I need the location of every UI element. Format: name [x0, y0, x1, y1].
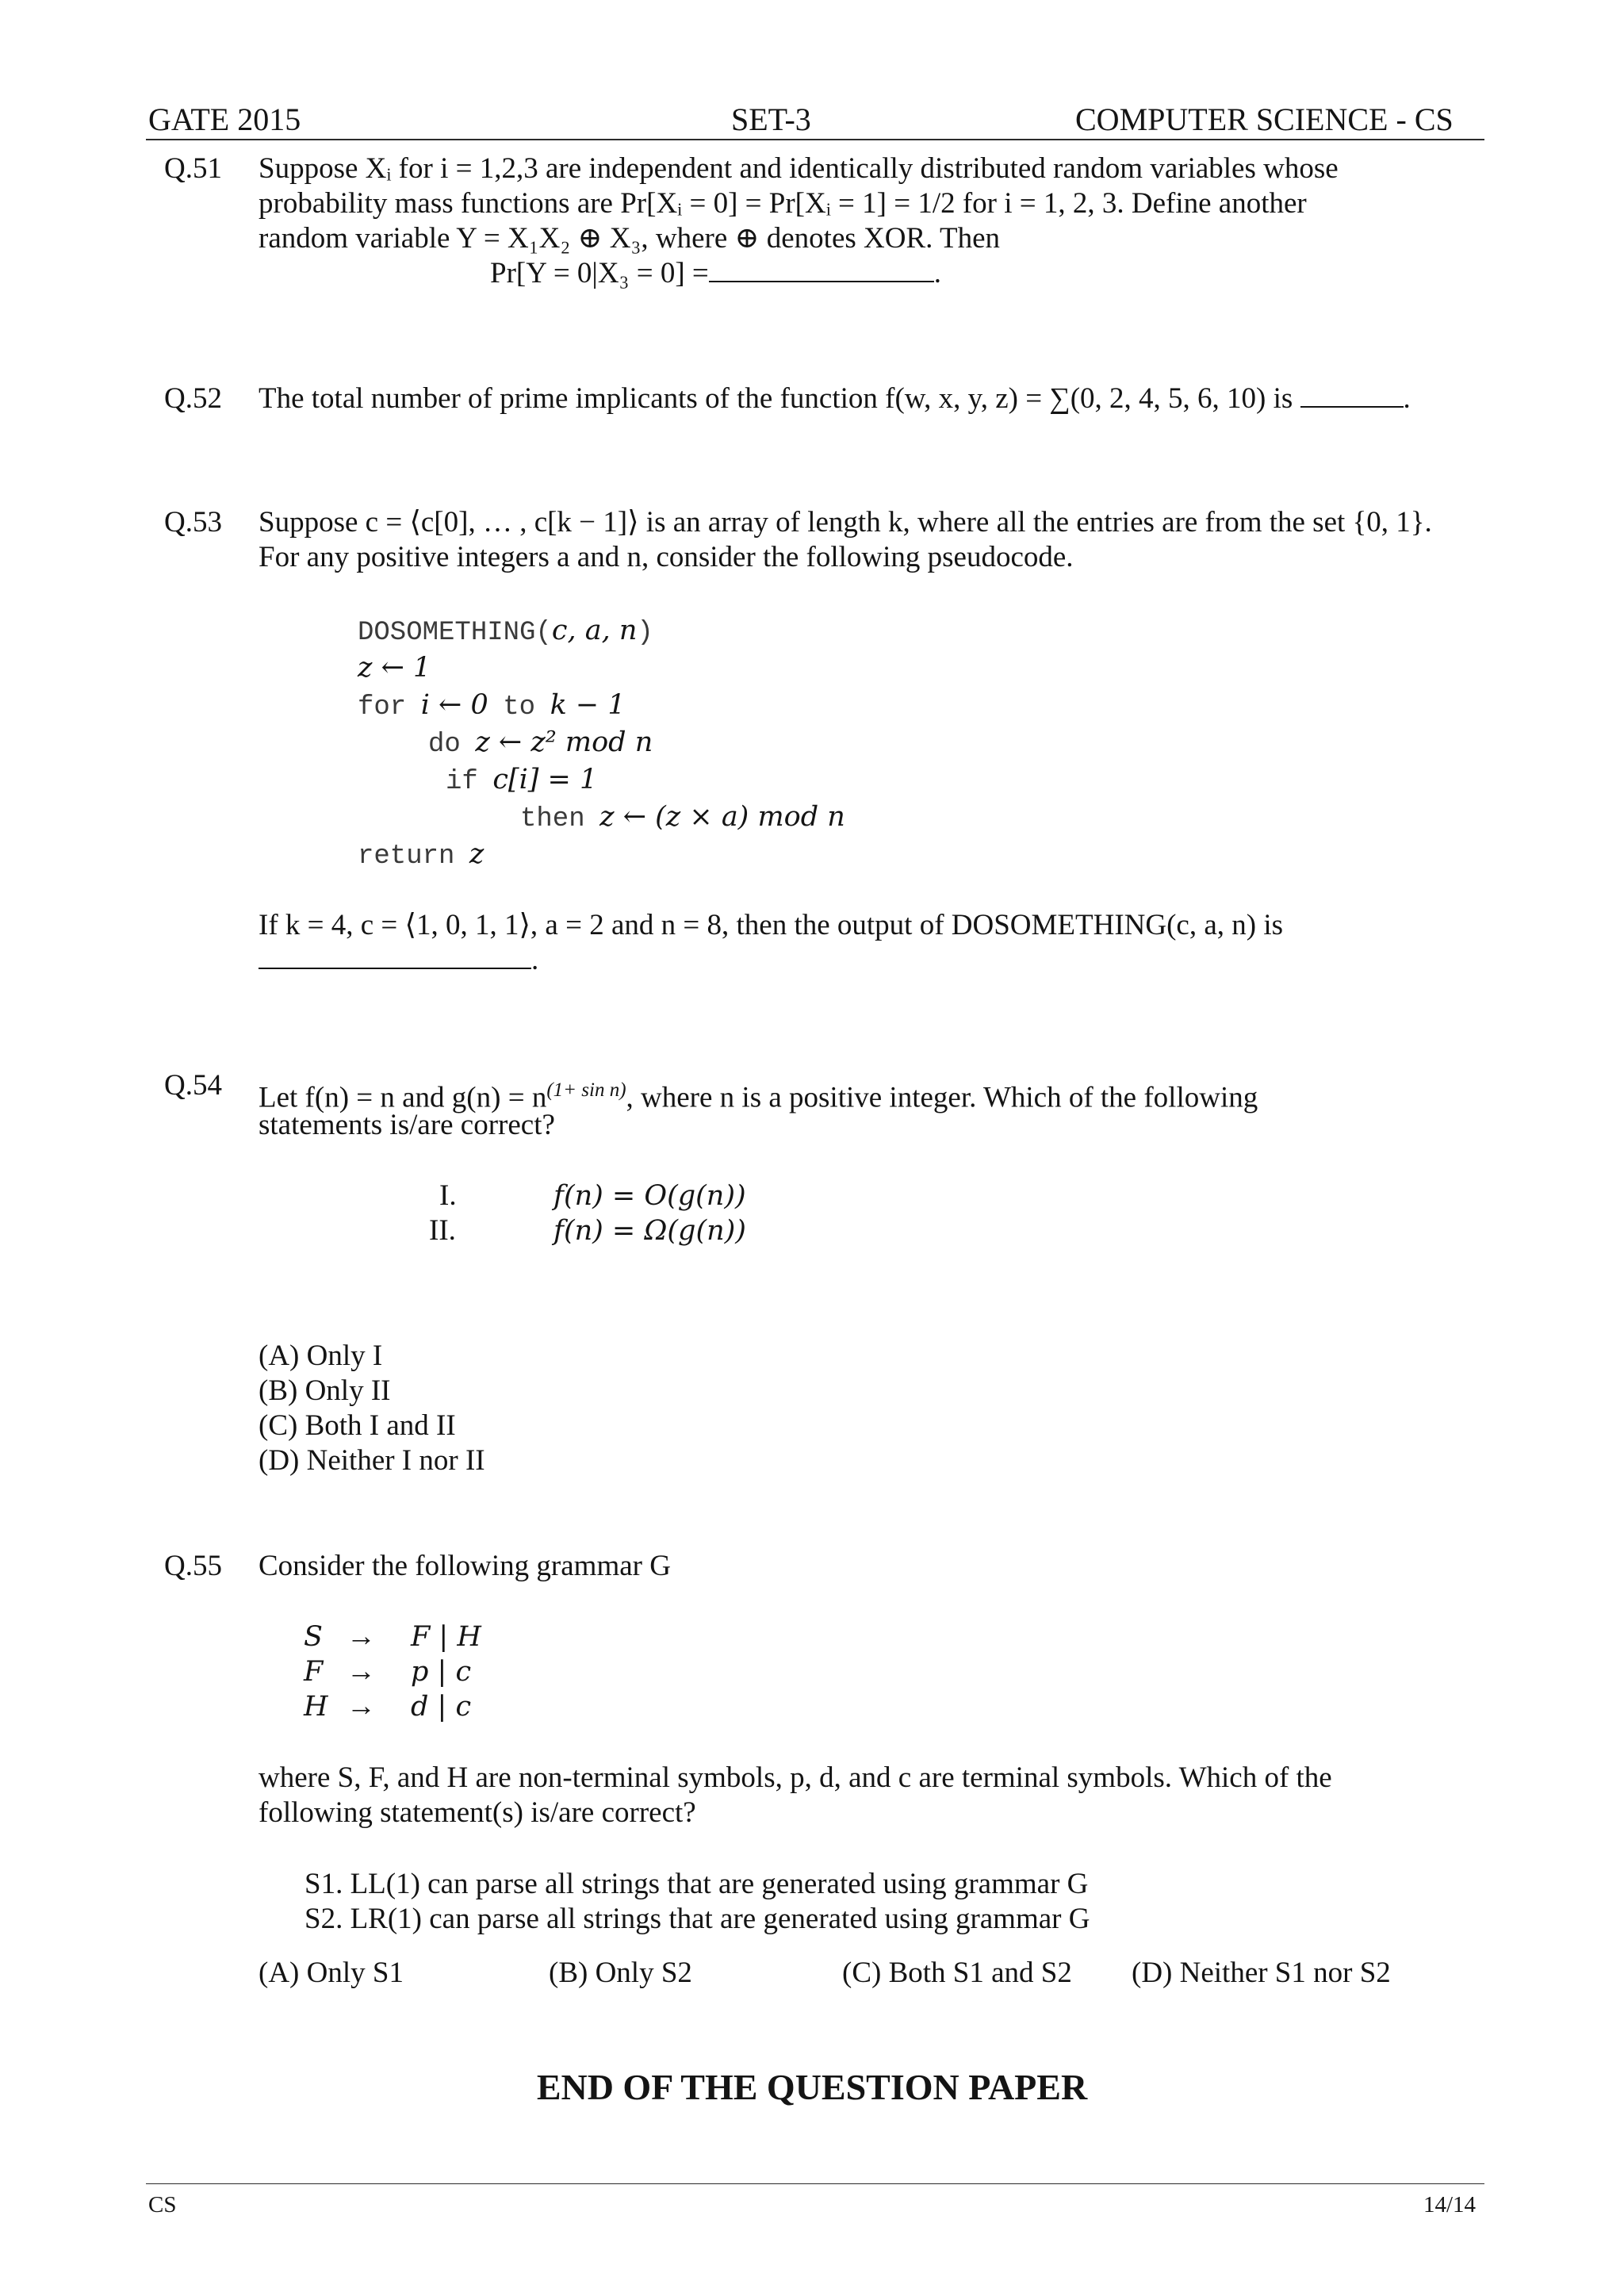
grammar-rule-3-rhs: d | c	[411, 1691, 472, 1723]
q52-answer-blank	[1300, 382, 1404, 408]
grammar-rule-1-lhs: S	[304, 1621, 323, 1653]
q55-statement-s1: S1. LL(1) can parse all strings that are generated using grammar G	[304, 1868, 1089, 1900]
q53-answer-blank	[259, 944, 531, 969]
pseudocode-return-keyword: return	[358, 841, 455, 872]
q55-statement-s2: S2. LR(1) can parse all strings that are generated using grammar G	[304, 1903, 1090, 1935]
pseudocode-line1	[358, 613, 653, 650]
pseudocode-do-keyword: do	[428, 730, 461, 760]
q53-line3: If k = 4, c = ⟨1, 0, 1, 1⟩, a = 2 and n = 8, then the output of DOSOMETHING(c, a, n) is	[259, 909, 1284, 941]
q54-option-b[interactable]: (B) Only II	[259, 1374, 391, 1407]
pseudocode-paren: )	[637, 618, 653, 648]
grammar-rule-1-rhs: F | H	[411, 1621, 481, 1653]
pseudocode-return-value: z	[469, 838, 485, 870]
footer-subject-code: CS	[148, 2192, 177, 2217]
footer-page-number: 14/14	[1423, 2192, 1477, 2217]
q54-option-c[interactable]: (C) Both I and II	[259, 1409, 456, 1442]
q51-period: .	[933, 257, 942, 289]
pseudocode-then-keyword: then	[520, 804, 585, 834]
q51-line2: probability mass functions are Pr[Xᵢ = 0] = Pr[Xᵢ = 1] = 1/2 for i = 1, 2, 3. Define another	[259, 187, 1307, 220]
q53-period: .	[531, 944, 539, 976]
question-number-53: Q.53	[164, 506, 222, 539]
question-number-52: Q.52	[164, 382, 222, 415]
q55-option-a[interactable]: (A) Only S1	[259, 1957, 404, 1989]
pseudocode-do-expr: z ← z² mod n	[475, 726, 653, 758]
q51-line3: random variable Y = X₁X₂ ⊕ X₃, where ⊕ denotes XOR. Then	[259, 222, 1001, 255]
q54-statement-1-label: I.	[439, 1179, 457, 1212]
grammar-rule-3-lhs: H	[304, 1691, 328, 1723]
question-number-54: Q.54	[164, 1069, 222, 1102]
q54-option-a[interactable]: (A) Only I	[259, 1340, 383, 1372]
pseudocode-function-name: DOSOMETHING(	[358, 618, 552, 648]
q51-line1: Suppose Xᵢ for i = 1,2,3 are independent and identically distributed random variables whose	[259, 152, 1339, 185]
end-of-paper-heading: END OF THE QUESTION PAPER	[536, 2067, 1088, 2107]
pseudocode-line5	[446, 762, 597, 799]
q54-statement-2: f(n) = Ω(g(n))	[553, 1215, 746, 1247]
q53-answer-line	[259, 943, 538, 978]
q52-period: .	[1403, 382, 1411, 415]
pseudocode-for-init: i ← 0	[420, 689, 488, 721]
q53-line1: Suppose c = ⟨c[0], … , c[k − 1]⟩ is an array of length k, where all the entries are from the set {0, 1}.	[259, 506, 1432, 539]
pseudocode-args: c, a, n	[551, 615, 638, 646]
pseudocode-line2: z ← 1	[358, 652, 431, 684]
q55-option-b[interactable]: (B) Only S2	[549, 1957, 692, 1989]
pseudocode-then-expr: z ← (z × a) mod n	[599, 801, 845, 833]
grammar-rule-2-lhs: F	[304, 1656, 324, 1688]
q52-question-text: The total number of prime implicants of the function f(w, x, y, z) = ∑(0, 2, 4, 5, 6, 10) is	[259, 382, 1293, 415]
q55-option-c[interactable]: (C) Both S1 and S2	[842, 1957, 1072, 1989]
q54-statement-1: f(n) = O(g(n))	[553, 1180, 746, 1212]
question-number-51: Q.51	[164, 152, 222, 185]
header-subject: COMPUTER SCIENCE - CS	[1075, 102, 1454, 137]
question-number-55: Q.55	[164, 1550, 222, 1582]
q51-equation-text: Pr[Y = 0|X₃ = 0] =	[490, 257, 709, 289]
grammar-rule-2-arrow: →	[347, 1655, 376, 1688]
footer-rule	[146, 2183, 1484, 2184]
q55-line2: where S, F, and H are non-terminal symbols, p, d, and c are terminal symbols. Which of the	[259, 1761, 1332, 1794]
q55-option-d[interactable]: (D) Neither S1 nor S2	[1132, 1957, 1391, 1989]
pseudocode-to-keyword: to	[503, 692, 536, 723]
q55-line3: following statement(s) is/are correct?	[259, 1796, 696, 1829]
q51-equation	[490, 256, 941, 291]
q54-option-d[interactable]: (D) Neither I nor II	[259, 1444, 485, 1477]
q54-statement-2-label: II.	[429, 1214, 456, 1247]
pseudocode-line4	[428, 725, 653, 762]
q55-line1: Consider the following grammar G	[259, 1550, 671, 1582]
pseudocode-if-cond: c[i] = 1	[492, 764, 598, 795]
pseudocode-line3	[358, 688, 626, 725]
grammar-rule-3-arrow: →	[347, 1690, 376, 1723]
q51-answer-blank	[709, 257, 934, 282]
pseudocode-line6	[520, 799, 845, 837]
pseudocode-for-keyword: for	[358, 692, 407, 723]
q53-line2: For any positive integers a and n, consider the following pseudocode.	[259, 541, 1074, 573]
header-rule	[146, 139, 1484, 140]
grammar-rule-1-arrow: →	[347, 1620, 376, 1653]
q54-line1-end: , where n is a positive integer. Which of the following	[626, 1081, 1258, 1114]
q54-line1-start: Let f(n) = n and g(n) = n	[259, 1081, 547, 1114]
grammar-rule-2-rhs: p | c	[411, 1656, 472, 1688]
pseudocode-for-limit: k − 1	[550, 689, 626, 721]
header-set: SET-3	[731, 102, 811, 137]
pseudocode-line7	[358, 837, 484, 874]
pseudocode-if-keyword: if	[446, 767, 478, 797]
q52-text	[259, 381, 1411, 416]
header-exam-name: GATE 2015	[148, 102, 301, 137]
q54-exponent: (1+ sin n)	[546, 1079, 626, 1101]
q54-line2: statements is/are correct?	[259, 1109, 555, 1141]
